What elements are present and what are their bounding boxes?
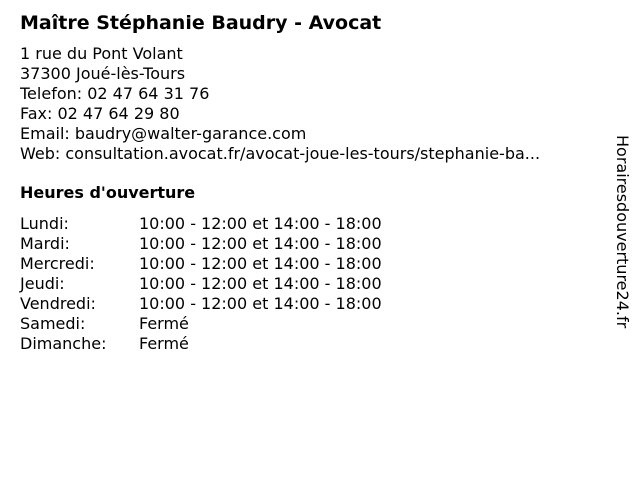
day-label: Vendredi: bbox=[20, 294, 96, 313]
time-value: 10:00 - 12:00 et 14:00 - 18:00 bbox=[139, 254, 382, 273]
email-address[interactable]: Email: baudry@walter-garance.com bbox=[20, 124, 307, 143]
time-value: Fermé bbox=[139, 334, 189, 353]
time-value: 10:00 - 12:00 et 14:00 - 18:00 bbox=[139, 294, 382, 313]
day-label: Jeudi: bbox=[20, 274, 65, 293]
time-value: 10:00 - 12:00 et 14:00 - 18:00 bbox=[139, 274, 382, 293]
contact-block bbox=[20, 44, 540, 164]
time-value: 10:00 - 12:00 et 14:00 - 18:00 bbox=[139, 234, 382, 253]
day-label: Mardi: bbox=[20, 234, 70, 253]
opening-hours-heading: Heures d'ouverture bbox=[20, 183, 196, 202]
day-label: Samedi: bbox=[20, 314, 86, 333]
website-link[interactable]: Web: consultation.avocat.fr/avocat-joue-les-tours/stephanie-ba... bbox=[20, 144, 541, 163]
day-label: Dimanche: bbox=[20, 334, 107, 353]
day-label: Mercredi: bbox=[20, 254, 95, 273]
phone-number: Telefon: 02 47 64 31 76 bbox=[20, 84, 210, 103]
address-line-city: 37300 Joué-lès-Tours bbox=[20, 64, 186, 83]
time-value: Fermé bbox=[139, 314, 189, 333]
time-value: 10:00 - 12:00 et 14:00 - 18:00 bbox=[139, 214, 382, 233]
business-title: Maître Stéphanie Baudry - Avocat bbox=[20, 12, 382, 34]
address-line-street: 1 rue du Pont Volant bbox=[20, 44, 183, 63]
day-label: Lundi: bbox=[20, 214, 69, 233]
fax-number: Fax: 02 47 64 29 80 bbox=[20, 104, 180, 123]
site-watermark: Horairesdouverture24.fr bbox=[613, 135, 632, 329]
